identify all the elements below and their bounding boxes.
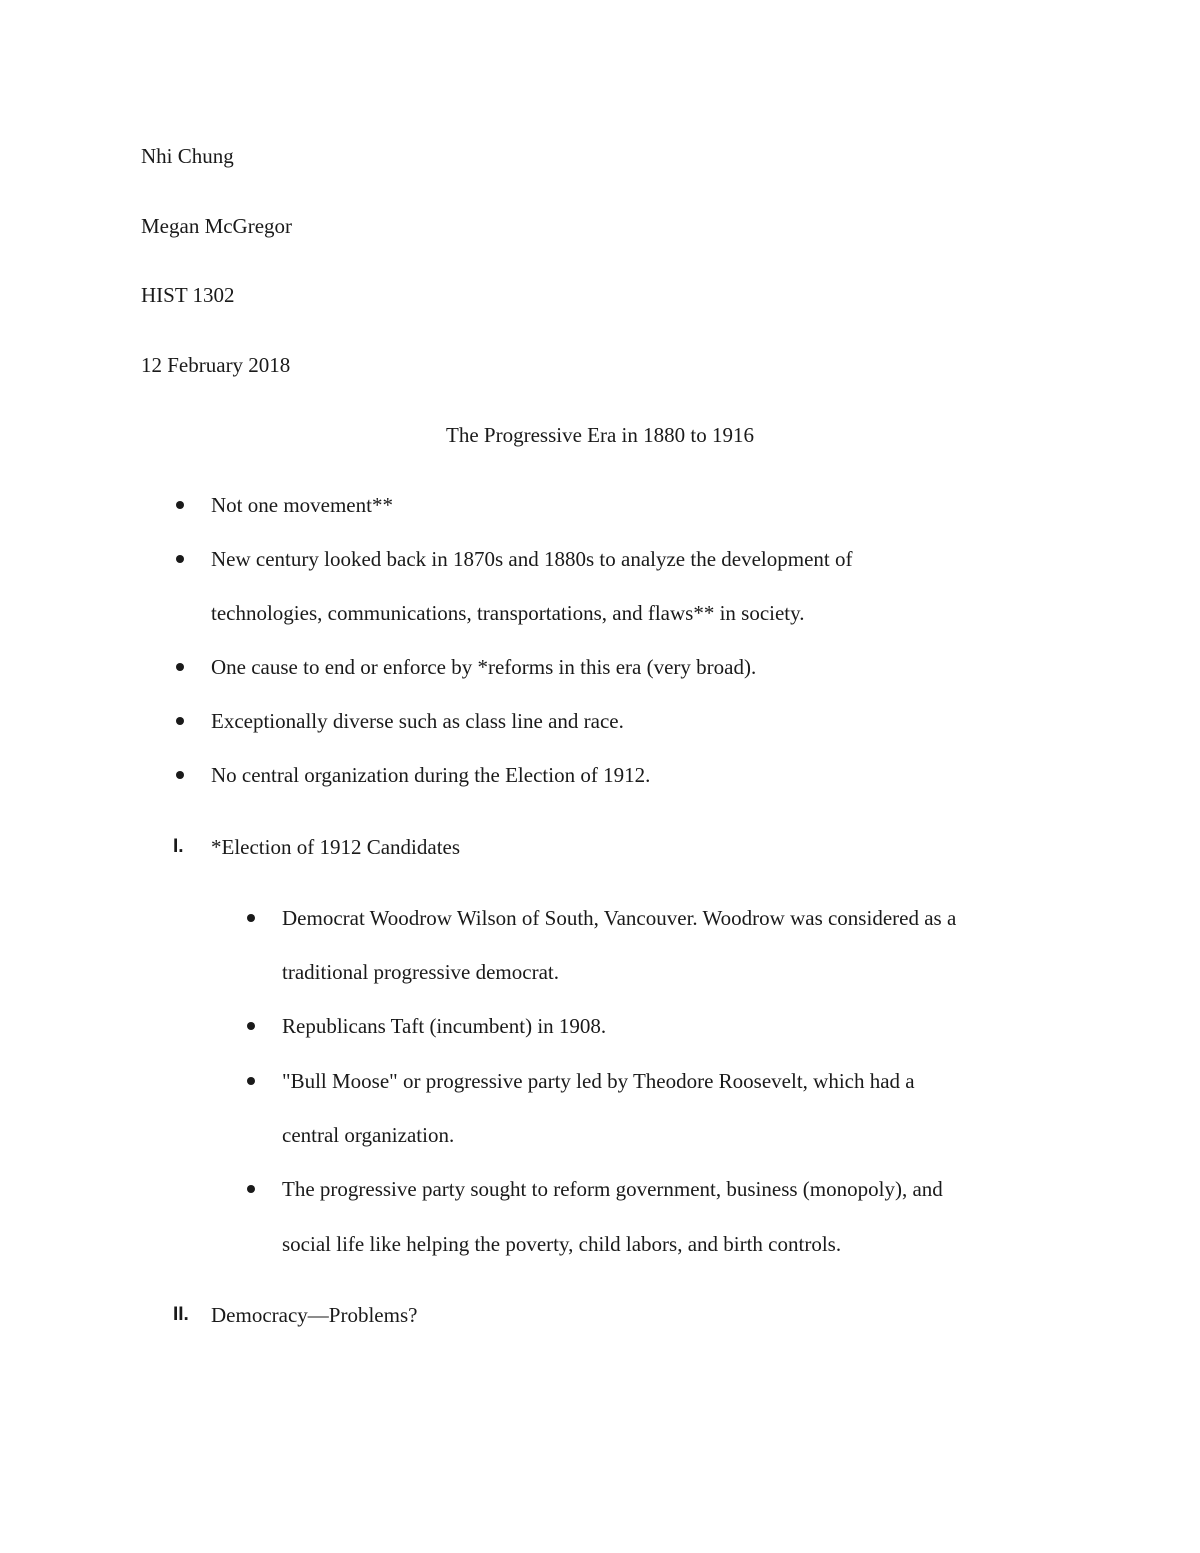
list-item-text: Not one movement** [211,493,393,517]
list-item-text: The progressive party sought to reform government, business (monopoly), and [282,1177,943,1201]
list-item-text: New century looked back in 1870s and 1880s to analyze the development of [211,547,853,571]
list-item-text: central organization. [282,1123,455,1147]
list-item-text: traditional progressive democrat. [282,960,559,984]
course-code: HIST 1302 [141,283,235,307]
bullet-icon [247,1077,255,1085]
document-title: The Progressive Era in 1880 to 1916 [446,423,754,447]
bullet-icon [247,1185,255,1193]
list-item-text: One cause to end or enforce by *reforms in this era (very broad). [211,655,757,679]
bullet-icon [176,501,184,509]
list-item-text: Republicans Taft (incumbent) in 1908. [282,1014,607,1038]
instructor-name: Megan McGregor [141,214,293,238]
section-numeral: I. [173,836,184,857]
list-item-text: social life like helping the poverty, child labors, and birth controls. [282,1232,842,1256]
section-heading: Democracy—Problems? [211,1303,418,1327]
bullet-icon [176,555,184,563]
bullet-icon [176,663,184,671]
bullet-icon [176,771,184,779]
list-item-text: No central organization during the Election of 1912. [211,763,651,787]
section-heading: *Election of 1912 Candidates [211,835,461,859]
list-item-text: Democrat Woodrow Wilson of South, Vancouver. Woodrow was considered as a [282,906,957,930]
student-name: Nhi Chung [141,144,234,168]
list-item-text: "Bull Moose" or progressive party led by Theodore Roosevelt, which had a [282,1069,915,1093]
bullet-icon [247,1022,255,1030]
bullet-icon [247,914,255,922]
bullet-icon [176,717,184,725]
document-date: 12 February 2018 [141,353,291,377]
section-numeral: II. [173,1304,189,1325]
list-item-text: technologies, communications, transportations, and flaws** in society. [211,601,805,625]
list-item-text: Exceptionally diverse such as class line and race. [211,709,624,733]
